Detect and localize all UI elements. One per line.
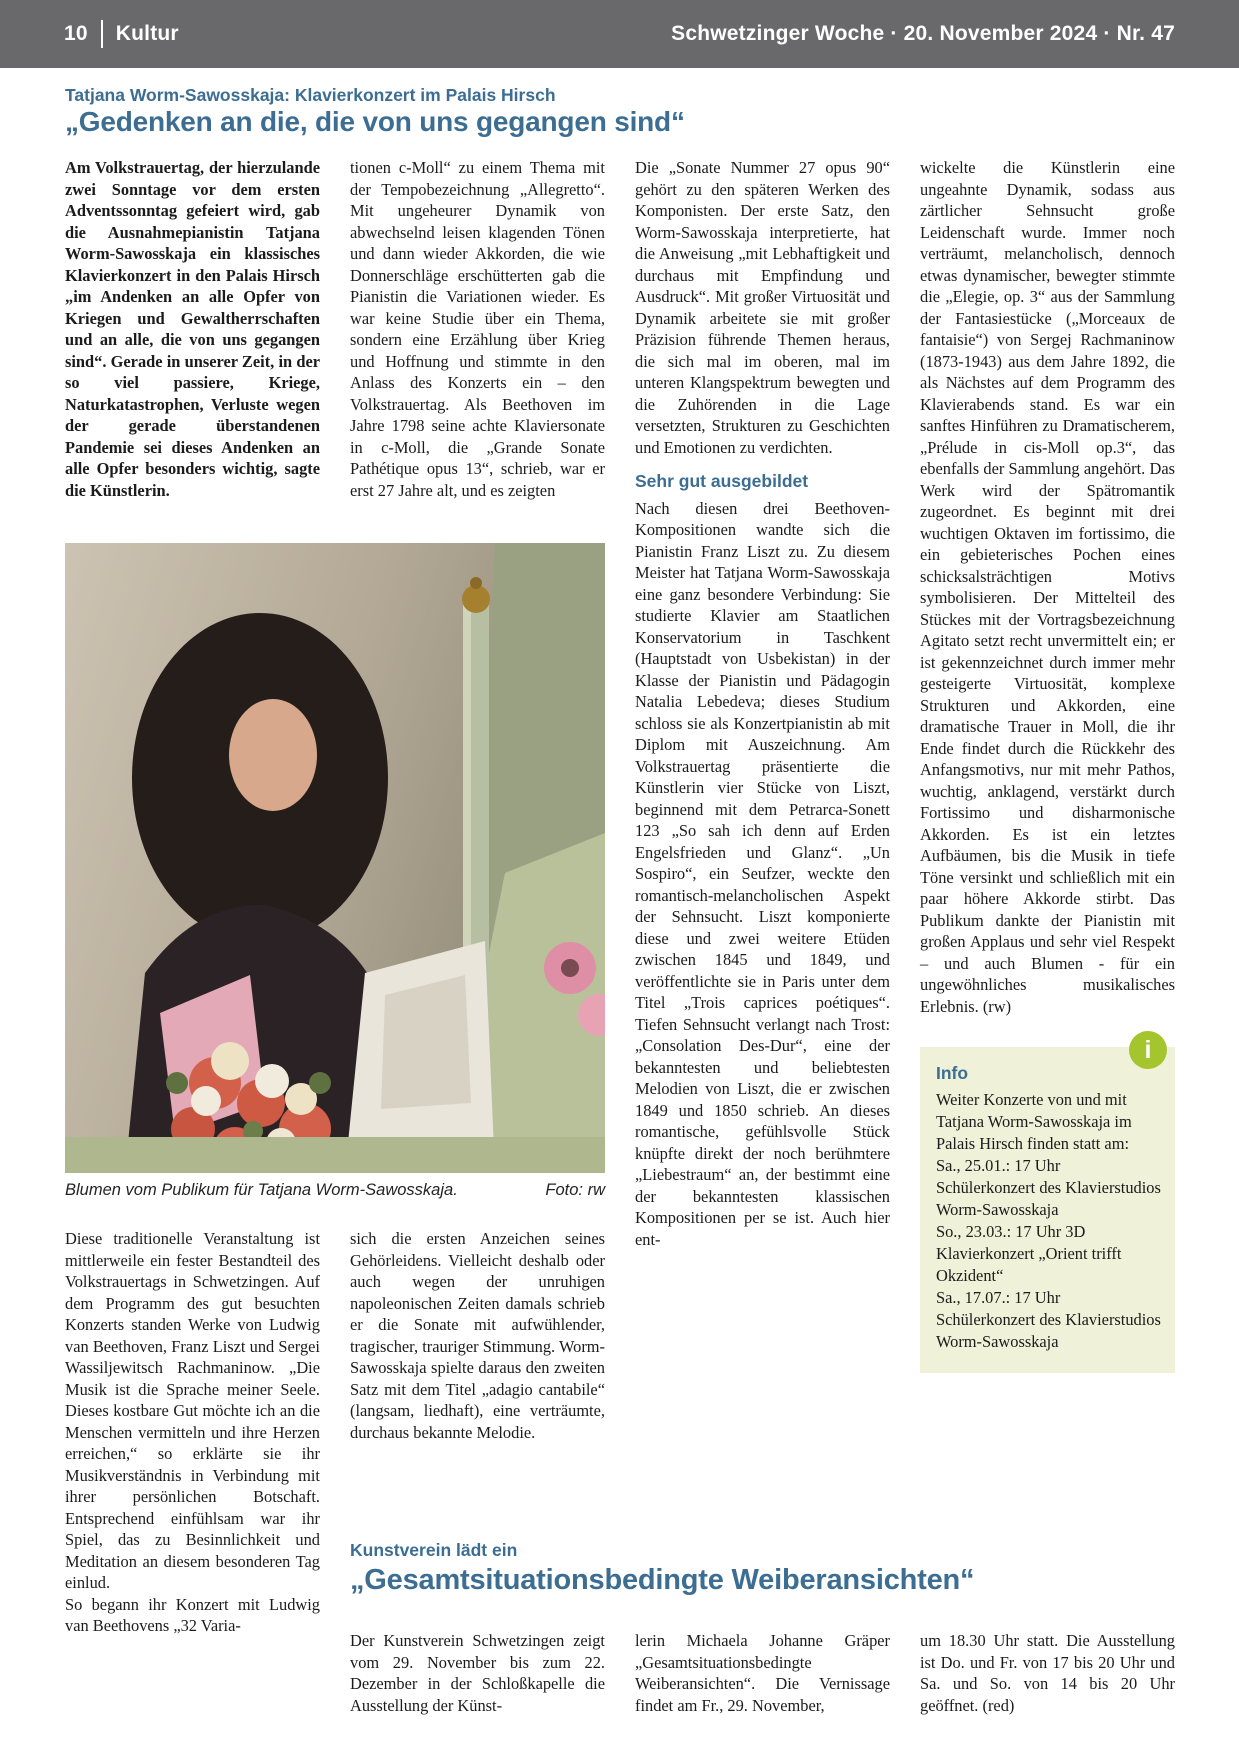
article2-column-3 [920,1630,1175,1716]
info-box-line: So., 23.03.: 17 Uhr 3D Klavierkonzert „Orient trifft Okzident“ [936,1222,1122,1285]
article1-column-2-text: tionen c-Moll“ zu einem Thema mit der Tempobezeichnung „Allegretto“. Mit ungeheurer Dynamik von abwechselnd leisen klagenden Tönen und dann wieder Akkorden, die wie Donnerschläge erschütterten gab die Pianistin die Variationen wieder. Es war keine Studie über ein Thema, sondern eine Erzählung über Krieg und Hoffnung und stimmte in den Anlass des Konzerts ein – den Volkstrauertag. Als Beethoven im Jahre 1798 seine achte Klaviersonate in c-Moll, die „Grande Sonate Pathétique opus 13“, schrieb, war er erst 27 Jahre alt, und es zeigten [350,158,605,500]
issue-info: Schwetzinger Woche · 20. November 2024 · Nr. 47 [671,22,1175,45]
header-divider [101,20,103,48]
page-number: 10 [64,22,88,45]
article2-column-3-text: um 18.30 Uhr statt. Die Ausstellung ist Do. und Fr. von 17 bis 20 Uhr und Sa. und So. von 14 bis 20 Uhr geöffnet. (red) [920,1631,1175,1715]
article1-subhead: Sehr gut ausgebildet [635,471,809,491]
photo-caption-row [65,1181,605,1200]
article2-column-1-text: Der Kunstverein Schwetzingen zeigt vom 29. November bis zum 22. Dezember in der Schloßkapelle die Ausstellung der Künst- [350,1631,605,1715]
article1-column-2 [350,157,605,501]
article-photo [65,543,605,1173]
article2-headline: „Gesamtsituationsbedingte Weiberansichten“ [350,1564,975,1596]
article2-column-1 [350,1630,605,1716]
photo-caption: Blumen vom Publikum für Tatjana Worm-Sawosskaja. [65,1181,458,1199]
info-box-line: Sa., 17.07.: 17 Uhr Schülerkonzert des Klavierstudios Worm-Sawosskaja [936,1288,1161,1351]
page-header-bar [0,0,1239,68]
header-left [64,20,179,48]
article1-lead-column [65,157,320,501]
article1-bottom-left-column [65,1228,320,1637]
article2-kicker: Kunstverein lädt ein [350,1540,518,1560]
article1-column-3-para1: Die „Sonate Nummer 27 opus 90“ gehört zu den späteren Werken des Komponisten. Der erste Satz, den Worm-Sawosskaja interpretierte, hat die Anweisung „mit Lebhaftigkeit und durchaus mit Empfindung und Ausdruck“. Mit großer Virtuosität und Dynamik arbeitete sie mit großer Präzision führende Themen heraus, die sich mal im oberen, mal im unteren Klangspektrum bewegten und die Zuhörenden in die Lage versetzten, Strukturen zu Geschichten und Emotionen zu verdichten. [635,158,890,457]
info-box [920,1035,1175,1373]
article1-kicker: Tatjana Worm-Sawosskaja: Klavierkonzert im Palais Hirsch [65,85,556,105]
article1-column-3 [635,157,890,1250]
article1-bottom-middle-column [350,1228,605,1443]
info-box-line: Sa., 25.01.: 17 Uhr Schülerkonzert des Klavierstudios Worm-Sawosskaja [936,1156,1161,1219]
info-box-title: Info [936,1063,969,1083]
info-icon [1129,1031,1167,1069]
article1-bottom-left-para2: So begann ihr Konzert mit Ludwig van Beethovens „32 Varia- [65,1594,320,1635]
article1-lead-text: Am Volkstrauertag, der hierzulande zwei Sonntage vor dem ersten Adventssonntag gefeiert wird, gab die Ausnahmepianistin Tatjana Worm-Sawosskaja ein klassisches Klavierkonzert in den Palais Hirsch „im Andenken an alle Opfer von Kriegen und Gewaltherrschaften und an alle, die von uns gegangen sind“. Gerade in unserer Zeit, in der so viel passiere, Kriege, Naturkatastrophen, Verluste wegen der gerade überstandenen Pandemie sei dieses Andenken an alle Opfer besonders wichtig, sagte die Künstlerin. [65,158,320,500]
section-title: Kultur [115,22,179,45]
article1-bottom-left-para1: Diese traditionelle Veranstaltung ist mittlerweile ein fester Bestandteil des Volkstrauertags in Schwetzingen. Auf dem Programm des gut besuchten Konzerts standen Werke von Ludwig van Beethoven, Franz Liszt und Sergei Wassiljewitsch Rachmaninow. „Die Musik ist die Sprache meiner Seele. Dieses kostbare Gut möchte ich an die Menschen vermitteln und ihre Herzen erreichen,“ so erklärte sie ihr Musikverständnis in Verbindung mit ihrer persönlichen Botschaft. Entsprechend einfühlsam war ihr Spiel, das zu Besinnlichkeit und Meditation an diesem besonderen Tag einlud. [65,1229,320,1592]
article1-column-4 [920,157,1175,1373]
article1-column-4-text: wickelte die Künstlerin eine ungeahnte Dynamik, sodass aus zärtlicher Sehnsucht große Leidenschaft wurde. Immer noch verträumt, melancholisch, dennoch etwas dynamischer, bewegter stimmte die „Elegie, op. 3“ aus der Sammlung der Fantasiestücke („Morceaux de fantaisie“) von Sergej Rachmaninow (1873-1943) aus dem Jahre 1892, die als Nächstes auf dem Programm des Klavierabends stand. Es war ein sanftes Hinführen zu Dramatischerem, „Prélude in cis-Moll op.3“, das ebenfalls der Sammlung angehört. Das Werk wird der Spätromantik zugeordnet. Es beginnt mit drei wuchtigen Oktaven im fortissimo, die ein gebieterisches Pochen eines schicksalsträchtigen Motivs symbolisieren. Der Mittelteil des Stückes mit der Vortragsbezeichnung Agitato setzt recht unvermittelt ein; er ist gekennzeichnet durch immer mehr gesteigerte Virtuosität, komplexe Strukturen und Akkorden, eine dramatische Trauer in Moll, die ihr Ende findet durch die Rückkehr des Anfangsmotivs, nur mit mehr Pathos, wuchtig, anklagend, verstärkt durch Fortissimo und disharmonische Akkorden. Es ist ein letztes Aufbäumen, bis die Musik in tiefe Töne versinkt und schließlich mit ein paar höhere Akkorde stirbt. Das Publikum dankte der Pianistin mit großen Applaus und sehr viel Respekt – und auch Blumen - für ein ungewöhnliches musikalisches Erlebnis. (rw) [920,158,1175,1016]
article-photo-illustration [65,543,605,1173]
article1-column-3-para2: Nach diesen drei Beethoven-Kompositionen wandte sich die Pianistin Franz Liszt zu. Zu diesem Meister hat Tatjana Worm-Sawosskaja eine ganz besondere Verbindung: Sie studierte Klavier am Staatlichen Konservatorium in Taschkent (Hauptstadt von Usbekistan) in der Klasse der Pianistin und Pädagogin Natalia Lebedeva; dieses Studium schloss sie als Konzertpianistin ab mit Diplom mit Auszeichnung. Am Volkstrauertag präsentierte die Künstlerin vier Stücke von Liszt, beginnend mit dem Petrarca-Sonett 123 „So sah ich denn auf Erden Engelsfrieden und Glanz“. „Un Sospiro“, ein Seufzer, weckte den romantisch-melancholischen Aspekt der Sehnsucht. Liszt komponierte diese und zwei weitere Etüden zwischen 1845 und 1849, und veröffentlichte sie in Paris unter dem Titel „Trois caprices poétiques“. Tiefen Sehnsucht verlangt nach Trost: „Consolation Des-Dur“, eine der bekanntesten und beliebtesten Melodien von Liszt, die er zwischen 1849 und 1850 schrieb. An dieses romantische, gefühlsvolle Stück knüpfte direkt der noch berühmtere „Liebestraum“ an, der bestimmt eine der bekanntesten klassischen Kompositionen per se ist. Auch hier ent- [635,498,890,1249]
article1-headline: „Gedenken an die, die von uns gegangen sind“ [65,106,685,137]
article1-bottom-middle-text: sich die ersten Anzeichen seines Gehörleidens. Vielleicht deshalb oder auch wegen der unruhigen napoleonischen Zeiten damals schrieb er die Sonate mit aufwühlender, tragischer, trauriger Stimmung. Worm-Sawosskaja spielte daraus den zweiten Satz mit dem Titel „adagio cantabile“ (langsam, liedhaft), eine verträumte, durchaus bekannte Melodie. [350,1229,605,1442]
article2-column-2 [635,1630,890,1716]
article2-column-2-text: lerin Michaela Johanne Gräper „Gesamtsituationsbedingte Weiberansichten“. Die Vernissage findet am Fr., 29. November, [635,1631,890,1715]
info-icon-glyph: i [1144,1035,1152,1064]
photo-credit: Foto: rw [545,1181,605,1199]
info-box-line: Weiter Konzerte von und mit Tatjana Worm-Sawosskaja im Palais Hirsch finden statt am: [936,1090,1132,1153]
